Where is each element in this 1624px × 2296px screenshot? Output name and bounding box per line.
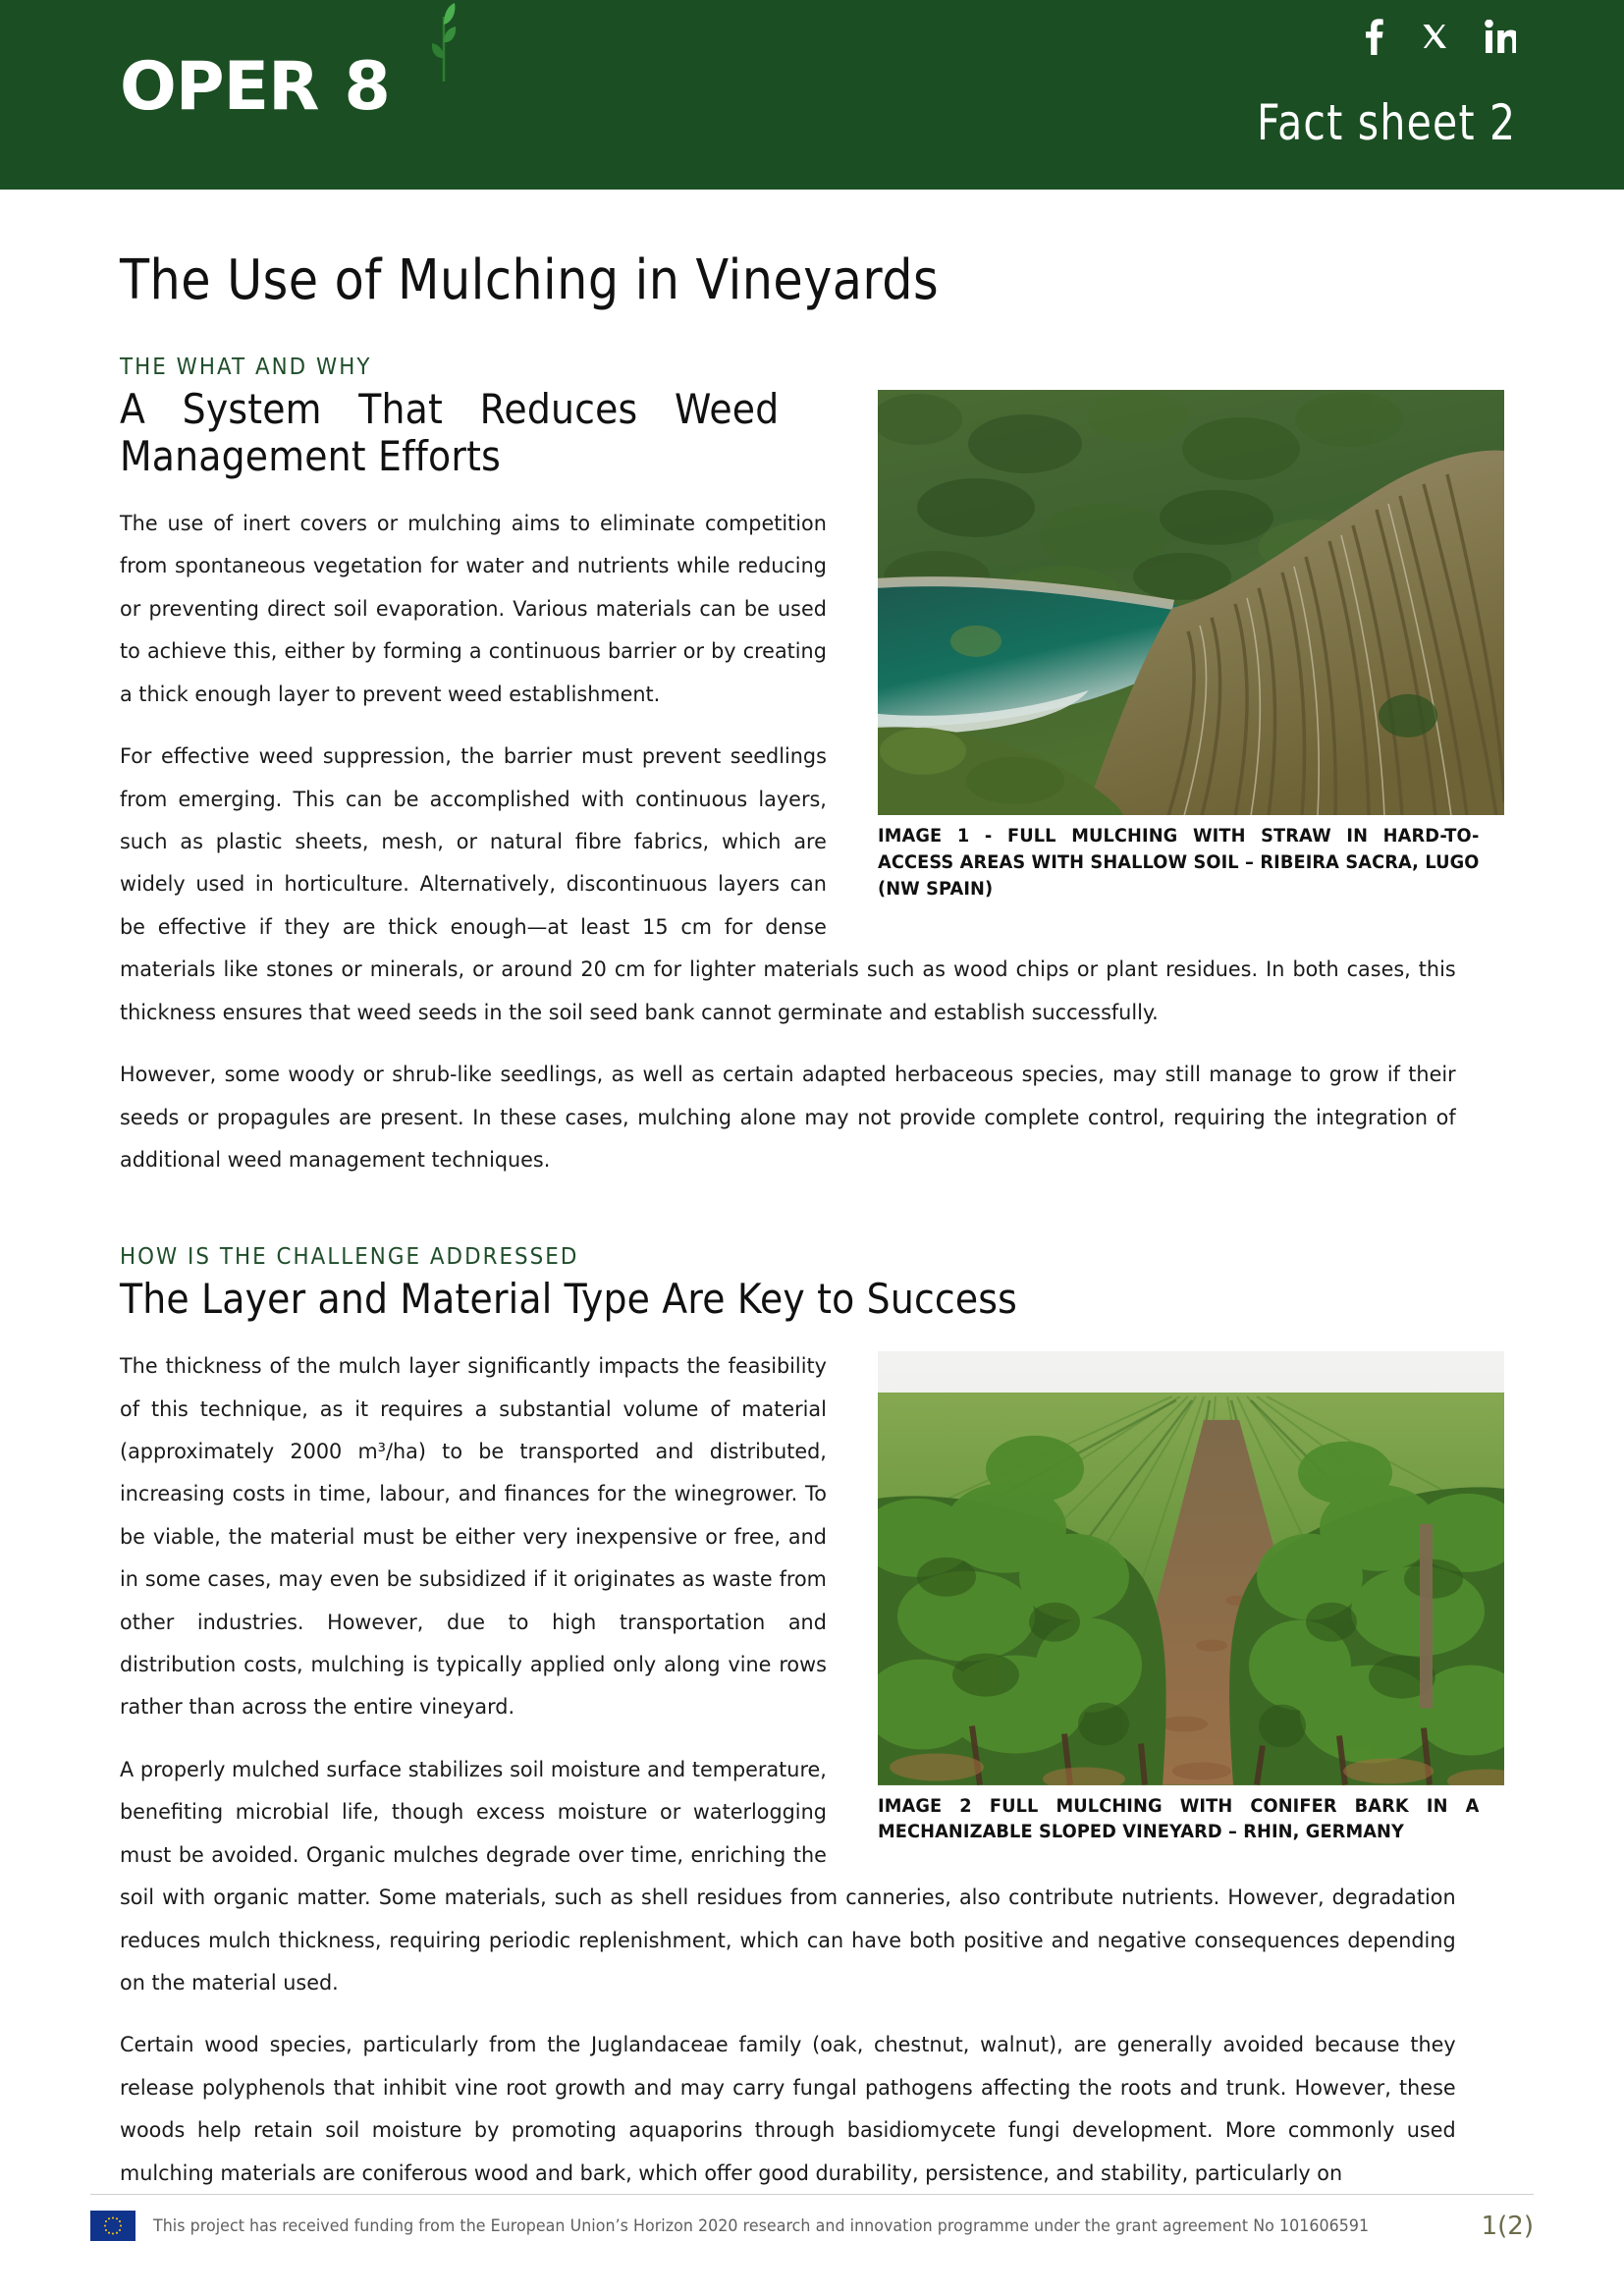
logo-wordmark — [120, 48, 390, 126]
sprout-leaf-icon — [424, 3, 463, 82]
section-eyebrow: THE WHAT AND WHY — [120, 354, 372, 380]
social-links — [1363, 18, 1516, 55]
linkedin-icon[interactable] — [1485, 20, 1516, 53]
section-2-paragraph-3: Certain wood species, particularly from the Juglandaceae family (oak, chestnut, walnut), are generally avoided because they release polyphenols that inhibit vine root growth and may carry fungal pathogens affecting the roots and trunk. However, these woods help retain soil moisture by promoting aquaporins through basidiomycete fungi development. More commonly used mulching materials are coniferous wood and bark, which offer good durability, persistence, and stability, particularly on — [120, 2033, 1456, 2186]
figure-2-caption: IMAGE 2 FULL MULCHING WITH CONIFER BARK IN A MECHANIZABLE SLOPED VINEYARD – RHIN, GERMANY — [878, 1795, 1480, 1843]
eu-flag-stars — [90, 2211, 135, 2241]
x-glyph — [1422, 23, 1447, 50]
section-how-addressed — [120, 1244, 1504, 2214]
section-2-paragraph-2: A properly mulched surface stabilizes soil moisture and temperature, benefiting microbial life, though excess moisture or waterlogging must be avoided. Organic mulches degrade over time, enriching the soil with organic matter. Some materials, such as shell residues from canneries, also contribute nutrients. However, degradation reduces mulch thickness, requiring periodic replenishment, which can have both positive and negative consequences depending on the material used. — [120, 1757, 1456, 1995]
section-2-paragraph-1: The thickness of the mulch layer significantly impacts the feasibility of this technique, as it requires a substantial volume of material (approximately 2000 m³/ha) to be transported and distributed, increasing costs in time, labour, and finances for the winegrower. To be viable, the material must be either very inexpensive or free, and in some cases, may even be subsidized if it originates as waste from other industries. However, due to high transportation and distribution costs, mulching is typically applied only along vine rows rather than across the entire vineyard. — [120, 1354, 827, 1721]
logo-brand-text: OPER — [120, 48, 319, 126]
oper8-logo[interactable] — [120, 48, 390, 126]
page-footer — [0, 2194, 1624, 2241]
eu-flag-icon — [90, 2211, 135, 2241]
section-1-title: A System That Reduces Weed Management Efforts — [120, 384, 780, 481]
section-what-and-why — [120, 355, 1504, 1202]
page-header — [0, 0, 1624, 190]
facebook-glyph — [1363, 18, 1384, 55]
page-number: 1(2) — [1481, 2211, 1534, 2241]
logo-brand-number: 8 — [344, 48, 390, 126]
footer-divider — [90, 2194, 1534, 2195]
page-content — [0, 250, 1624, 2214]
section-1-paragraph-1: The use of inert covers or mulching aims to eliminate competition from spontaneous vegetation for water and nutrients while reducing or preventing direct soil evaporation. Various materials can be used to achieve this, either by forming a continuous barrier or by creating a thick enough layer to prevent weed establishment. — [120, 512, 827, 707]
section-1-paragraph-3: However, some woody or shrub-like seedlings, as well as certain adapted herbaceous species, may still manage to grow if their seeds or propagules are present. In these cases, mulching alone may not provide complete control, requiring the integration of additional weed management techniques. — [120, 1063, 1456, 1173]
factsheet-label: Fact sheet 2 — [1256, 94, 1516, 151]
funding-statement: This project has received funding from the European Union’s Horizon 2020 research and innovation programme under the grant agreement No 101606591 — [153, 2216, 1370, 2235]
x-twitter-icon[interactable] — [1422, 23, 1447, 50]
linkedin-glyph — [1485, 20, 1516, 53]
page-title: The Use of Mulching in Vineyards — [120, 248, 940, 312]
facebook-icon[interactable] — [1363, 18, 1384, 55]
section-2-title: The Layer and Material Type Are Key to Success — [120, 1275, 1018, 1324]
figure-1-caption: IMAGE 1 - FULL MULCHING WITH STRAW IN HARD-TO-ACCESS AREAS WITH SHALLOW SOIL – RIBEIRA SACRA, LUGO (NW SPAIN) — [878, 826, 1480, 901]
section-1-paragraph-2: For effective weed suppression, the barrier must prevent seedlings from emerging. This can be accomplished with continuous layers, such as plastic sheets, mesh, or natural fibre fabrics, which are widely used in horticulture. Alternatively, discontinuous layers can be effective if they are thick enough—at least 15 cm for dense materials like stones or minerals, or around 20 cm for lighter materials such as wood chips or plant residues. In both cases, this thickness ensures that weed seeds in the soil seed bank cannot germinate and establish successfully. — [120, 744, 1456, 1025]
section-2-eyebrow: HOW IS THE CHALLENGE ADDRESSED — [120, 1244, 579, 1271]
